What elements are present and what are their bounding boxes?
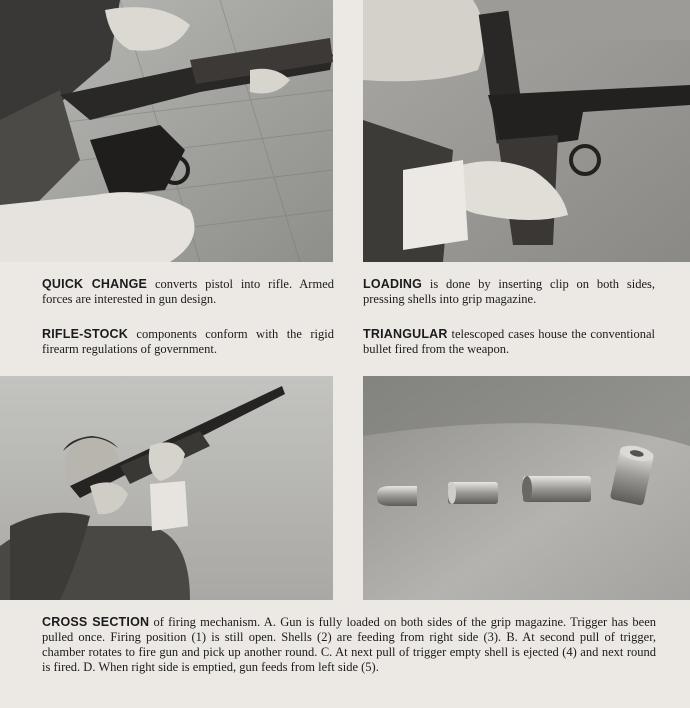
caption-lead: LOADING [363,277,423,291]
caption-text: is done by inserting clip on both sides, pressing shells into grip magazine. [363,277,655,306]
caption-loading [363,277,655,307]
photo-loading [363,0,690,262]
caption-rifle-stock [42,327,334,357]
caption-triangular [363,327,655,357]
photo-quick-change [0,0,333,262]
caption-lead: TRIANGULAR [363,327,448,341]
caption-text: of firing mechanism. A. Gun is fully loaded on both sides of the grip magazine. Trigger has been pulled once. Firing position (1) is still open. Shells (2) are feeding from right side (3). B. At second pull of trigger, chamber rotates to fire gun and pick up another round. C. At next pull of trigger empty shell is ejected (4) and next round is fired. D. When right side is emptied, gun feeds from left side (5). [42,615,656,674]
caption-lead: RIFLE-STOCK [42,327,128,341]
caption-quick-change [42,277,334,307]
caption-text: telescoped cases house the conventional bullet fired from the weapon. [363,327,655,356]
caption-lead: QUICK CHANGE [42,277,148,291]
caption-text: converts pistol into rifle. Armed forces are interested in gun design. [42,277,334,306]
photo-rifle-aim [0,376,333,600]
caption-cross-section [42,615,656,675]
caption-lead: CROSS SECTION [42,615,150,629]
caption-text: components conform with the rigid firearm regulations of government. [42,327,334,356]
photo-cartridges [363,376,690,600]
